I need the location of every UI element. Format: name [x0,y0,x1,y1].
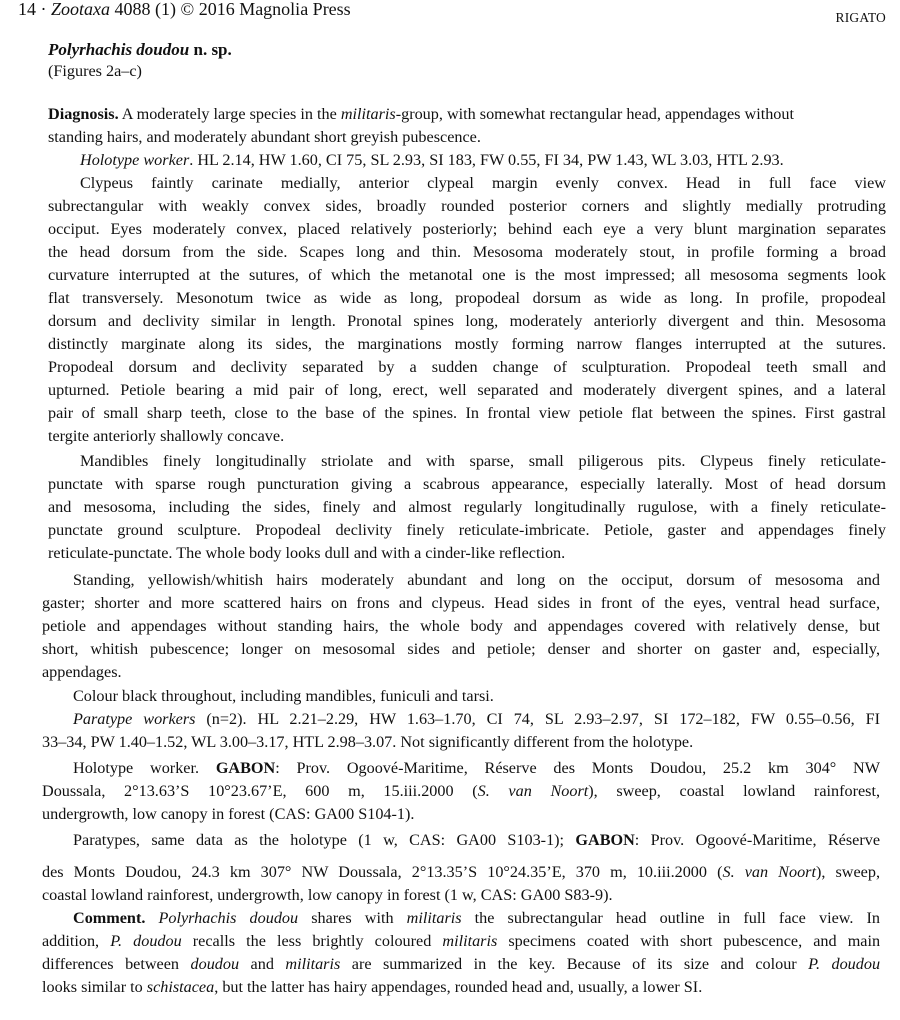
morphology-line: pair of small sharp teeth, close to the base of the spines. In frontal view petiole flat between the spines. First gastral [48,404,886,422]
holotype-material-line [42,780,880,803]
comment-text: the subrectangular head outline in full face view. In [474,909,881,927]
diagnosis-line-1 [48,103,794,126]
material-text: ), sweep, coastal lowland rainforest, [588,782,881,800]
species-name: P. doudou [110,932,182,950]
species-name: militaris [406,909,462,927]
morphology-line: flat transversely. Mesonotum twice as wide as long, propodeal dorsum as wide as long. In profile, propodeal [48,289,886,307]
species-name: militaris [442,932,498,950]
species-name: Polyrhachis doudou [48,40,190,59]
morphology-line: occiput. Eyes moderately convex, placed relatively posteriorly; behind each eye a very blunt margination separates [48,220,886,238]
comment-text: addition, [42,932,100,950]
pilosity-line: appendages. [42,663,122,681]
measurements-text: . HL 2.14, HW 1.60, CI 75, SL 2.93, SI 183, FW 0.55, FI 34, PW 1.43, WL 3.03, HTL 2.93. [189,151,784,169]
copyright: © 2016 Magnolia Press [180,0,351,19]
diagnosis-line-2: standing hairs, and moderately abundant short greyish pubescence. [48,128,481,146]
colour-line: Colour black throughout, including mandibles, funiculi and tarsi. [73,687,494,705]
sculpture-line: punctate ground sculpture. Propodeal declivity finely reticulate-imbricate. Petiole, gaster and appendages finely [48,521,886,539]
paratype-measurements [73,708,880,731]
morphology-line: upturned. Petiole bearing a mid pair of long, erect, well separated and moderately divergent spines, and a lateral [48,381,886,399]
material-text: Holotype worker. [73,759,200,777]
paratypes-material-line: coastal lowland rainforest, undergrowth, low canopy in forest (1 w, CAS: GA00 S83-9). [42,886,613,904]
page-number: 14 [18,0,36,19]
diagnosis-label: Diagnosis. [48,105,119,123]
collector-name: S. van Noort [722,863,816,881]
species-name: doudou [190,955,240,973]
material-text: : Prov. Ogoové-Maritime, Réserve des Monts Doudou, 25.2 km 304° NW [275,759,881,777]
comment-text: looks similar to [42,978,143,996]
diagnosis-text: A moderately large species in the [121,105,337,123]
species-title [48,38,232,61]
comment-text: specimens coated with short pubescence, and main [508,932,881,950]
collector-name: S. van Noort [477,782,589,800]
comment-text: differences between [42,955,180,973]
paratypes-material-line [42,861,880,884]
comment-text: , but the latter has hairy appendages, rounded head and, usually, a lower SI. [214,978,703,996]
species-name: P. doudou [808,955,881,973]
journal-name: Zootaxa [51,0,111,19]
material-text: : Prov. Ogoové-Maritime, Réserve [634,831,880,849]
morphology-line: Propodeal dorsum and declivity separated by a sudden change of sculpturation. Propodeal teeth small and [48,358,886,376]
pilosity-line: petiole and appendages without standing hairs, the whole body and appendages covered with relatively dense, but [42,617,880,635]
diagnosis-text: -group, with somewhat rectangular head, appendages without [395,105,794,123]
morphology-line: curvature interrupted at the sutures, of which the metanotal one is the most impressed; all mesosoma segments look [48,266,886,284]
pilosity-line: Standing, yellowish/whitish hairs moderately abundant and long on the occiput, dorsum of mesosoma and [73,571,880,589]
morphology-line: tergite anteriorly shallowly concave. [48,427,285,445]
paratypes-material-line [73,829,880,852]
material-text: Doussala, 2°13.63’S 10°23.67’E, 600 m, 15.iii.2000 ( [42,782,478,800]
holotype-label: Holotype worker [80,151,190,169]
comment-text: recalls the less brightly coloured [192,932,432,950]
country-name: GABON [575,831,635,849]
holotype-material-line: undergrowth, low canopy in forest (CAS: GA00 S104-1). [42,805,415,823]
sculpture-line: Mandibles finely longitudinally striolate and with sparse, small piligerous pits. Clypeus finely reticulate- [80,452,886,470]
morphology-line: dorsum and declivity similar in length. Pronotal spines long, moderately anteriorly divergent and thin. Mesosoma [48,312,886,330]
page-header: 14 · Zootaxa 4088 (1) © 2016 Magnolia Press [18,0,351,19]
pilosity-line: short, whitish pubescence; longer on mesosomal sides and petiole; denser and shorter on gaster and, especially, [42,640,880,658]
species-group-name: militaris [340,105,396,123]
holotype-measurements [80,149,784,172]
material-text: Paratypes, same data as the holotype (1 w, CAS: GA00 S103-1); [73,831,565,849]
new-species-marker: n. sp. [193,40,232,59]
comment-text: and [250,955,274,973]
morphology-line: the head dorsum from the side. Scapes long and thin. Mesosoma moderately stout, in profile forming a broad [48,243,886,261]
comment-line-3 [42,953,880,976]
morphology-line: distinctly marginate along its sides, the marginations mostly forming narrow flanges interrupted at the sutures. [48,335,886,353]
running-head: RIGATO [835,10,886,25]
comment-text: are summarized in the key. Because of its size and colour [351,955,797,973]
comment-text: shares with [311,909,394,927]
figure-reference: (Figures 2a–c) [48,62,142,80]
morphology-line: subrectangular with weakly convex sides, broadly rounded posterior corners and slightly medially protruding [48,197,886,215]
country-name: GABON [215,759,276,777]
holotype-material-line [73,757,880,780]
species-name: militaris [285,955,341,973]
species-name: Polyrhachis doudou [158,909,299,927]
journal-volume: 4088 (1) [114,0,177,19]
pilosity-line: gaster; shorter and more scattered hairs on frons and clypeus. Head sides in front of the eyes, ventral head surface, [42,594,880,612]
paratype-measurements-line-2: 33–34, PW 1.40–1.52, WL 3.00–3.17, HTL 2.98–3.07. Not significantly different from the holotype. [42,733,694,751]
sculpture-line: punctate with sparse rough puncturation giving a scabrous appearance, especially laterally. Most of head dorsum [48,475,886,493]
material-text: des Monts Doudou, 24.3 km 307° NW Doussala, 2°13.35’S 10°24.35’E, 370 m, 10.iii.2000 ( [42,863,723,881]
comment-line-1 [73,907,880,930]
paratype-label: Paratype workers [73,710,196,728]
comment-line-2 [42,930,880,953]
measurements-text: (n=2). HL 2.21–2.29, HW 1.63–1.70, CI 74, SL 2.93–2.97, SI 172–182, FW 0.55–0.56, FI [195,710,880,728]
comment-label: Comment. [73,909,146,927]
sculpture-line: reticulate-punctate. The whole body looks dull and with a cinder-like reflection. [48,544,566,562]
species-name: schistacea [146,978,215,996]
comment-line-4 [42,976,702,999]
morphology-line: Clypeus faintly carinate medially, anterior clypeal margin evenly convex. Head in full face view [80,174,886,192]
sculpture-line: and mesosoma, including the sides, finely and almost regularly longitudinally rugulose, with a finely reticulate- [48,498,886,516]
material-text: ), sweep, [815,863,881,881]
